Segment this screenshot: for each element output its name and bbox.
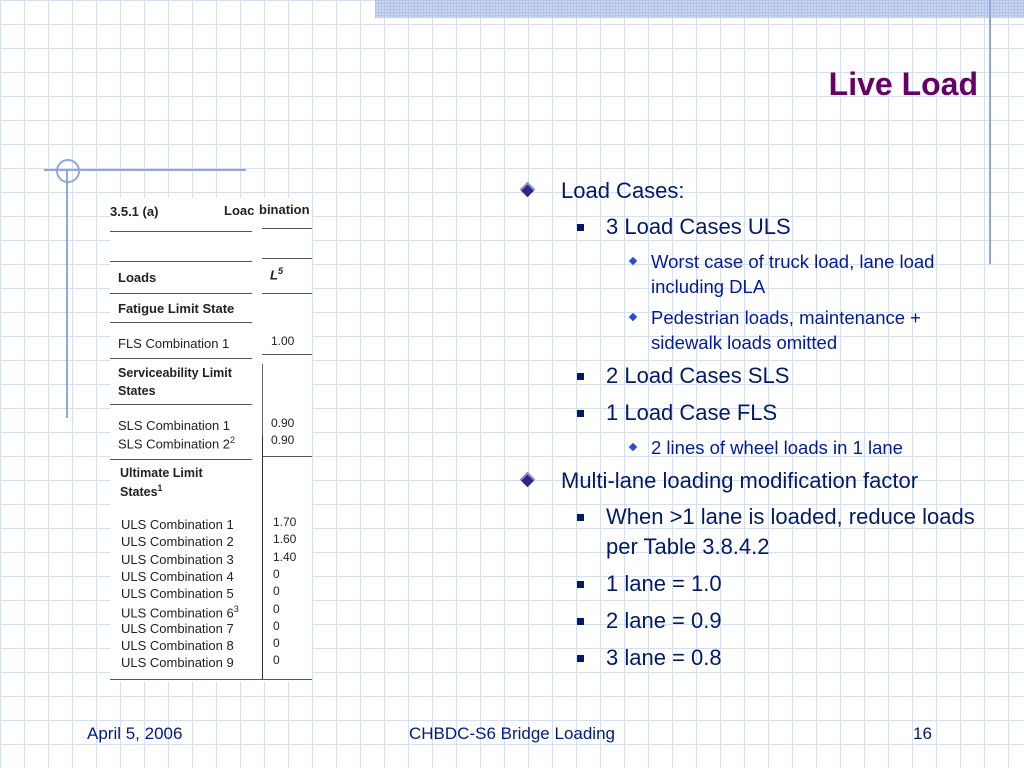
bullet-item: 2 lines of wheel loads in 1 lane bbox=[520, 435, 990, 460]
bullet-item: 2 Load Cases SLS bbox=[520, 361, 990, 391]
table-rule bbox=[110, 358, 252, 359]
square-bullet-icon bbox=[577, 655, 584, 662]
uls-row-label: ULS Combination 1 bbox=[121, 517, 234, 532]
column-header-l: $L^5$ bbox=[270, 266, 284, 283]
fls-row-label: FLS Combination 1 bbox=[118, 336, 230, 351]
square-bullet-icon bbox=[577, 514, 584, 521]
bullet-item: 1 Load Case FLS bbox=[520, 398, 990, 428]
column-header-loads: Loads bbox=[118, 270, 157, 285]
table-rule bbox=[110, 404, 252, 405]
uls-row-value: 0 bbox=[273, 567, 280, 581]
uls-row-value: 0 bbox=[273, 584, 280, 598]
square-bullet-icon bbox=[577, 373, 584, 380]
serviceability-heading: Serviceability Limit bbox=[118, 366, 232, 380]
table-rule bbox=[262, 293, 312, 294]
load-combination-table-image bbox=[110, 198, 312, 682]
table-rule bbox=[110, 459, 252, 460]
fls-row-value: 1.00 bbox=[271, 334, 295, 348]
table-rule bbox=[110, 322, 252, 323]
sls-row-value: 0.90 bbox=[271, 433, 295, 447]
small-diamond-bullet-icon bbox=[629, 313, 637, 321]
uls-row-label: ULS Combination 8 bbox=[121, 638, 234, 653]
decorative-circle bbox=[56, 159, 80, 183]
footer-title: CHBDC-S6 Bridge Loading bbox=[409, 724, 615, 743]
table-rule bbox=[262, 456, 312, 457]
table-heading-fragment: Loac bbox=[224, 203, 255, 218]
table-rule bbox=[262, 354, 312, 355]
uls-row-value: 0 bbox=[273, 636, 280, 650]
ultimate-heading: Ultimate Limit bbox=[120, 466, 203, 480]
uls-row-label: ULS Combination $6^3$ bbox=[121, 604, 239, 621]
diamond-bullet-icon bbox=[520, 182, 536, 198]
table-heading-fragment-2: bination bbox=[259, 202, 310, 217]
top-decorative-band bbox=[375, 0, 1024, 18]
uls-row-label: ULS Combination 4 bbox=[121, 569, 234, 584]
bullet-item: Load Cases: bbox=[520, 176, 990, 206]
footer-page-number: 16 bbox=[913, 724, 932, 743]
uls-row-label: ULS Combination 7 bbox=[121, 621, 234, 636]
bullet-list bbox=[520, 176, 990, 680]
bullet-item: Multi-lane loading modification factor bbox=[520, 466, 990, 496]
uls-row-label: ULS Combination 5 bbox=[121, 586, 234, 601]
square-bullet-icon bbox=[577, 618, 584, 625]
bullet-item: Pedestrian loads, maintenance + sidewalk loads omitted bbox=[520, 305, 990, 355]
serviceability-heading-2: States bbox=[118, 384, 156, 398]
bullet-item: 3 Load Cases ULS bbox=[520, 212, 990, 242]
uls-row-label: ULS Combination 2 bbox=[121, 534, 234, 549]
left-vertical-decorative-line bbox=[66, 170, 68, 418]
table-rule bbox=[262, 228, 312, 229]
uls-row-label: ULS Combination 9 bbox=[121, 655, 234, 670]
uls-row-value: 1.60 bbox=[273, 532, 297, 546]
uls-row-value: 0 bbox=[273, 602, 280, 616]
bullet-item: Worst case of truck load, lane load including DLA bbox=[520, 249, 990, 299]
ultimate-heading-2: States$^1$ bbox=[120, 483, 163, 500]
bullet-item: 3 lane = 0.8 bbox=[520, 643, 990, 673]
square-bullet-icon bbox=[577, 581, 584, 588]
table-rule bbox=[110, 293, 252, 294]
uls-row-value: 0 bbox=[273, 619, 280, 633]
footer-date: April 5, 2006 bbox=[87, 724, 183, 743]
table-rule bbox=[110, 231, 252, 232]
small-diamond-bullet-icon bbox=[629, 257, 637, 265]
sls-row-label: SLS Combination $2^2$ bbox=[118, 435, 236, 452]
sls-row-label: SLS Combination 1 bbox=[118, 418, 231, 433]
small-diamond-bullet-icon bbox=[629, 443, 637, 451]
square-bullet-icon bbox=[577, 410, 584, 417]
fatigue-heading: Fatigue Limit State bbox=[118, 301, 235, 316]
slide-title: Live Load bbox=[828, 66, 978, 102]
diamond-bullet-icon bbox=[520, 472, 536, 488]
table-rule bbox=[110, 679, 312, 680]
uls-row-label: ULS Combination 3 bbox=[121, 552, 234, 567]
table-rule bbox=[110, 261, 252, 262]
sls-row-value: 0.90 bbox=[271, 416, 295, 430]
table-id: 3.5.1 (a) bbox=[110, 204, 159, 219]
bullet-item: 1 lane = 1.0 bbox=[520, 569, 990, 599]
square-bullet-icon bbox=[577, 224, 584, 231]
uls-row-value: 0 bbox=[273, 653, 280, 667]
uls-row-value: 1.40 bbox=[273, 550, 297, 564]
table-rule bbox=[262, 258, 312, 259]
column-separator bbox=[262, 436, 263, 680]
bullet-item: When >1 lane is loaded, reduce loads per Table 3.8.4.2 bbox=[520, 502, 990, 562]
uls-row-value: 1.70 bbox=[273, 515, 297, 529]
bullet-item: 2 lane = 0.9 bbox=[520, 606, 990, 636]
